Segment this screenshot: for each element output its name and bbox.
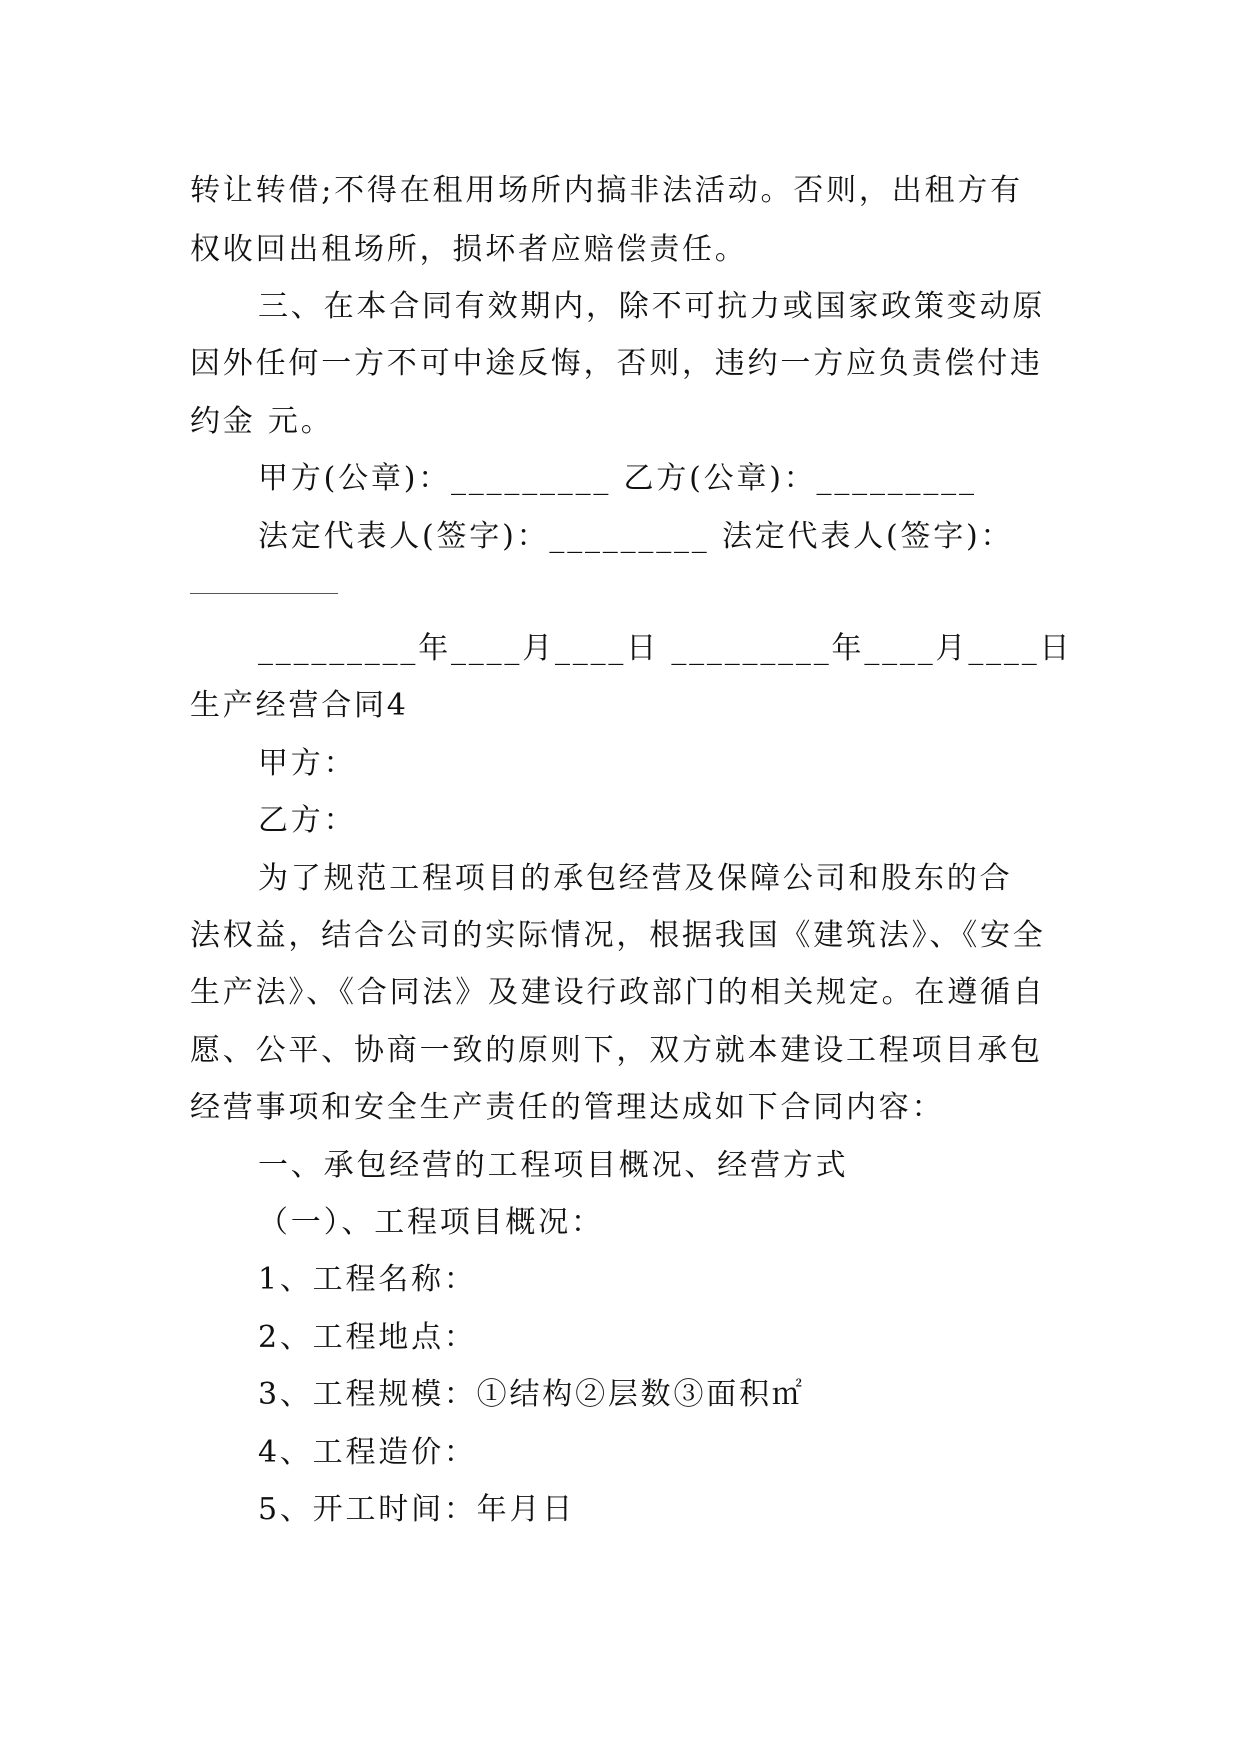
paragraph-line: 生产法》、《合同法》及建设行政部门的相关规定。在遵循自 — [190, 975, 1046, 1010]
clause-three-line: 三、在本合同有效期内，除不可抗力或国家政策变动原 — [258, 289, 1046, 324]
list-item: 2、工程地点： — [258, 1320, 477, 1355]
paragraph-line: 愿、公平、协商一致的原则下，双方就本建设工程项目承包 — [190, 1033, 1043, 1068]
list-item: 5、开工时间：年月日 — [258, 1492, 576, 1527]
paragraph-line: 经营事项和安全生产责任的管理达成如下合同内容： — [190, 1090, 945, 1125]
party-a-line: 甲方： — [258, 746, 357, 781]
representative-signature-line: 法定代表人(签字)：_________ 法定代表人(签字)： — [258, 519, 1014, 554]
seal-line: 甲方(公章)：_________ 乙方(公章)：_________ — [258, 461, 977, 496]
section-title: 生产经营合同4 — [190, 688, 409, 723]
list-item: 4、工程造价： — [258, 1435, 477, 1470]
paragraph-line: 因外任何一方不可中途反悔，否则，违约一方应负责偿付违 — [190, 346, 1043, 381]
paragraph-line: 为了规范工程项目的承包经营及保障公司和股东的合 — [258, 861, 1013, 896]
paragraph-line: 权收回出租场所，损坏者应赔偿责任。 — [190, 232, 748, 267]
paragraph-line: 转让转借;不得在租用场所内搞非法活动。否则，出租方有 — [190, 173, 1023, 208]
clause-heading: 一、承包经营的工程项目概况、经营方式 — [258, 1148, 849, 1183]
list-item: 3、工程规模：①结构②层数③面积㎡ — [258, 1377, 805, 1412]
paragraph-line: 约金 元。 — [190, 404, 334, 439]
list-item: 1、工程名称： — [258, 1262, 477, 1297]
subclause-heading: （一）、工程项目概况： — [258, 1205, 604, 1240]
date-line: _________年____月____日 _________年____月____日 — [258, 631, 1073, 666]
paragraph-line: 法权益，结合公司的实际情况，根据我国《建筑法》、《安全 — [190, 918, 1046, 953]
party-b-line: 乙方： — [258, 803, 357, 838]
signature-blank — [190, 593, 338, 594]
